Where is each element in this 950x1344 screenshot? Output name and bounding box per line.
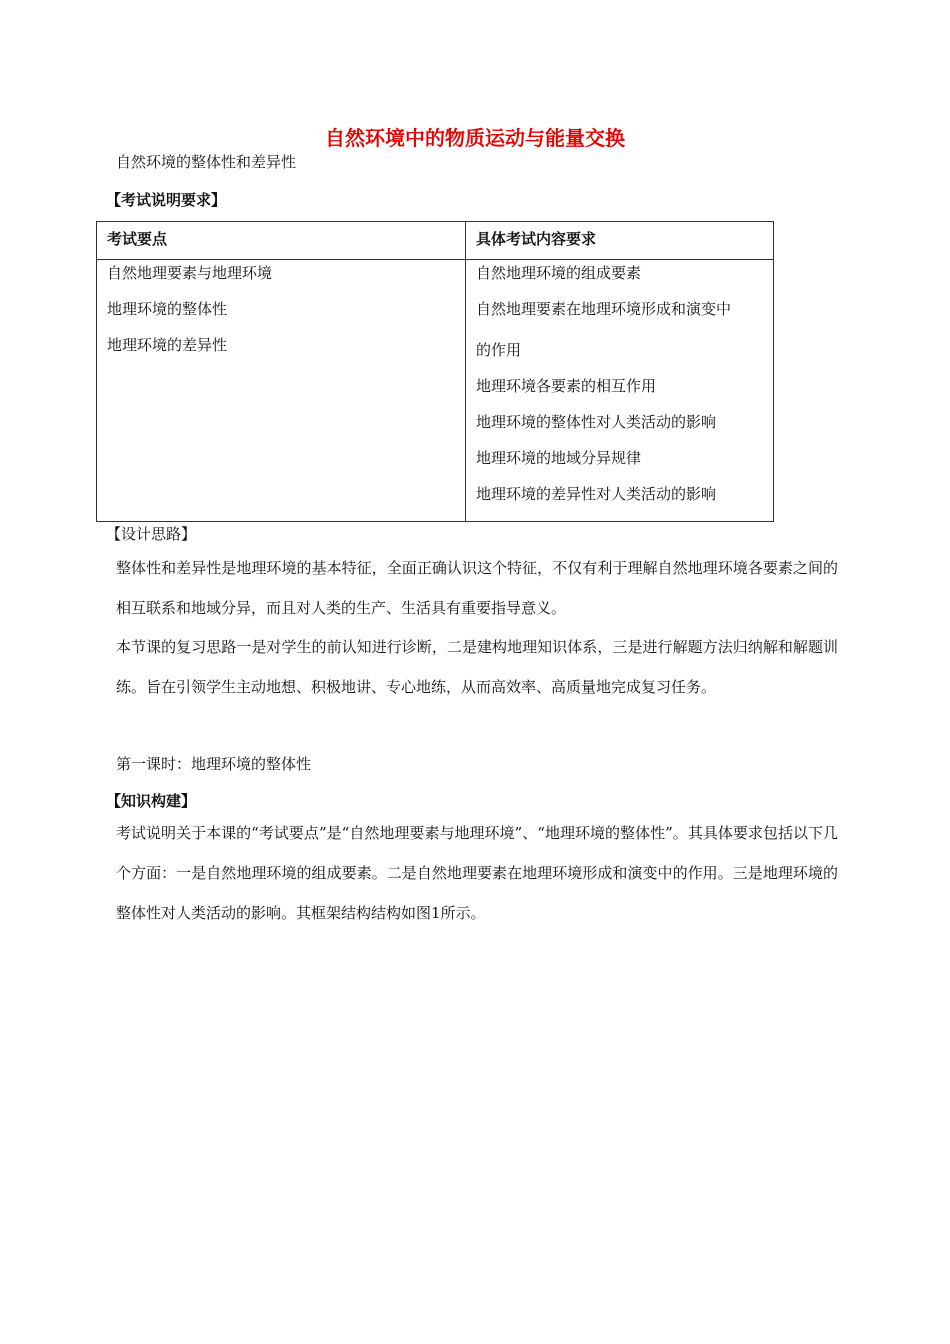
table-header-cell: 考试要点 [97, 222, 466, 260]
list-item: 自然地理环境的组成要素 [476, 264, 642, 282]
document-title: 自然环境中的物质运动与能量交换 [325, 126, 625, 150]
table-header-row [97, 222, 774, 260]
document-subtitle: 自然环境的整体性和差异性 [116, 153, 297, 171]
design-heading: 【设计思路】 [106, 525, 197, 543]
list-item: 地理环境的差异性对人类活动的影响 [476, 485, 717, 503]
exam-content-cell [466, 260, 774, 522]
list-item: 地理环境的整体性 [107, 300, 228, 318]
knowledge-heading: 【知识构建】 [106, 792, 197, 810]
list-item: 自然地理要素在地理环境形成和演变中 [476, 300, 732, 318]
table-header-cell: 具体考试内容要求 [466, 222, 774, 260]
exam-requirements-heading: 【考试说明要求】 [106, 191, 227, 209]
design-paragraph-2: 本节课的复习思路一是对学生的前认知进行诊断，二是建构地理知识体系，三是进行解题方法归纳解和解题训练。旨在引领学生主动地想、积极地讲、专心地练，从而高效率、高质量地完成复习任务。 [116, 638, 838, 696]
requirements-table [96, 221, 774, 522]
lesson-line: 第一课时：地理环境的整体性 [116, 755, 312, 773]
design-paragraph-1: 整体性和差异性是地理环境的基本特征，全面正确认识这个特征，不仅有利于理解自然地理环境各要素之间的相互联系和地域分异，而且对人类的生产、生活具有重要指导意义。 [116, 559, 838, 617]
list-item: 自然地理要素与地理环境 [107, 264, 273, 282]
list-item: 地理环境的整体性对人类活动的影响 [476, 413, 717, 431]
list-item: 的作用 [476, 341, 522, 359]
table-row [97, 260, 774, 522]
list-item: 地理环境各要素的相互作用 [476, 377, 657, 395]
exam-points-cell [97, 260, 466, 522]
list-item: 地理环境的地域分异规律 [476, 449, 642, 467]
knowledge-paragraph: 考试说明关于本课的“考试要点”是“自然地理要素与地理环境”、“地理环境的整体性”。其具体要求包括以下几个方面：一是自然地理环境的组成要素。二是自然地理要素在地理环境形成和演变中的作用。三是地理环境的整体性对人类活动的影响。其框架结构结构如图1所示。 [116, 824, 838, 922]
list-item: 地理环境的差异性 [107, 336, 228, 354]
